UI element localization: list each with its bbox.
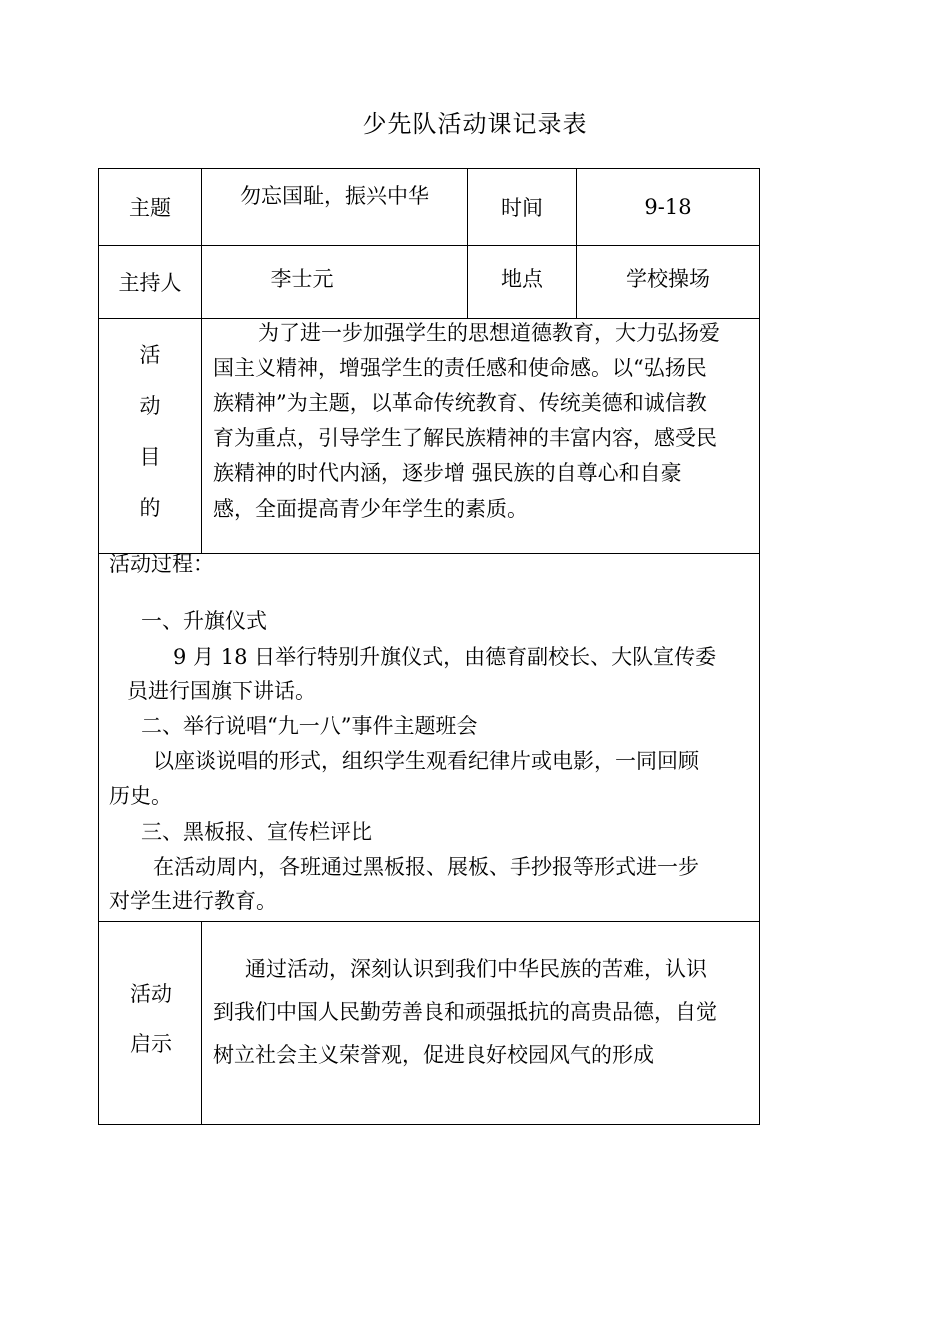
- page-title: 少先队活动课记录表: [362, 110, 588, 138]
- purpose-line: 国主义精神，增强学生的责任感和使命感。以“弘扬民: [213, 356, 707, 380]
- purpose-label: [99, 332, 201, 536]
- process-item-text: 对学生进行教育。: [109, 889, 277, 913]
- purpose-label-char: 活: [139, 343, 161, 367]
- insight-label: 活动: [130, 982, 172, 1006]
- process-item-text: 以座谈说唱的形式，组织学生观看纪律片或电影，一同回顾: [153, 749, 699, 773]
- process-item-text: 员进行国旗下讲话。: [127, 679, 316, 703]
- process-item-title: 三、黑板报、宣传栏评比: [141, 820, 372, 844]
- host-label: 主持人: [118, 271, 182, 295]
- process-item-text: 9 月 18 日举行特别升旗仪式，由德育副校长、大队宣传委: [173, 645, 717, 669]
- purpose-line: 育为重点，引导学生了解民族精神的丰富内容，感受民: [213, 426, 717, 450]
- purpose-line: 感，全面提高青少年学生的素质。: [213, 497, 528, 521]
- table-col-divider: [201, 168, 202, 554]
- purpose-label-char: 的: [139, 496, 161, 520]
- process-item-text: 历史。: [109, 784, 172, 808]
- process-heading: 活动过程：: [109, 552, 214, 576]
- process-item-title: 一、升旗仪式: [141, 609, 267, 633]
- table-border-bottom: [98, 1124, 760, 1125]
- process-item-text: 在活动周内，各班通过黑板报、展板、手抄报等形式进一步: [153, 855, 699, 879]
- table-col-divider: [201, 921, 202, 1125]
- purpose-label-char: 动: [139, 394, 161, 418]
- place-value: 学校操场: [626, 267, 710, 291]
- insight-label: 启示: [130, 1032, 172, 1056]
- host-value: 李士元: [270, 267, 334, 291]
- place-label: 地点: [501, 267, 543, 291]
- purpose-line: 族精神的时代内涵，逐步增 强民族的自尊心和自豪: [213, 461, 682, 485]
- insight-line: 到我们中国人民勤劳善良和顽强抵抗的高贵品德，自觉: [213, 1000, 717, 1024]
- table-border-right: [759, 168, 760, 1125]
- time-value: 9-18: [644, 195, 692, 219]
- process-item-title: 二、举行说唱“九一八”事件主题班会: [141, 714, 478, 738]
- topic-label: 主题: [129, 196, 171, 220]
- topic-value: 勿忘国耻，振兴中华: [240, 184, 429, 208]
- insight-line: 树立社会主义荣誉观，促进良好校园风气的形成: [213, 1043, 654, 1067]
- purpose-label-char: 目: [139, 445, 161, 469]
- time-label: 时间: [501, 196, 543, 220]
- insight-line: 通过活动，深刻认识到我们中华民族的苦难，认识: [245, 957, 707, 981]
- table-row-divider: [98, 921, 760, 922]
- purpose-line: 为了进一步加强学生的思想道德教育，大力弘扬爱: [258, 321, 720, 345]
- purpose-line: 族精神”为主题，以革命传统教育、传统美德和诚信教: [213, 391, 707, 415]
